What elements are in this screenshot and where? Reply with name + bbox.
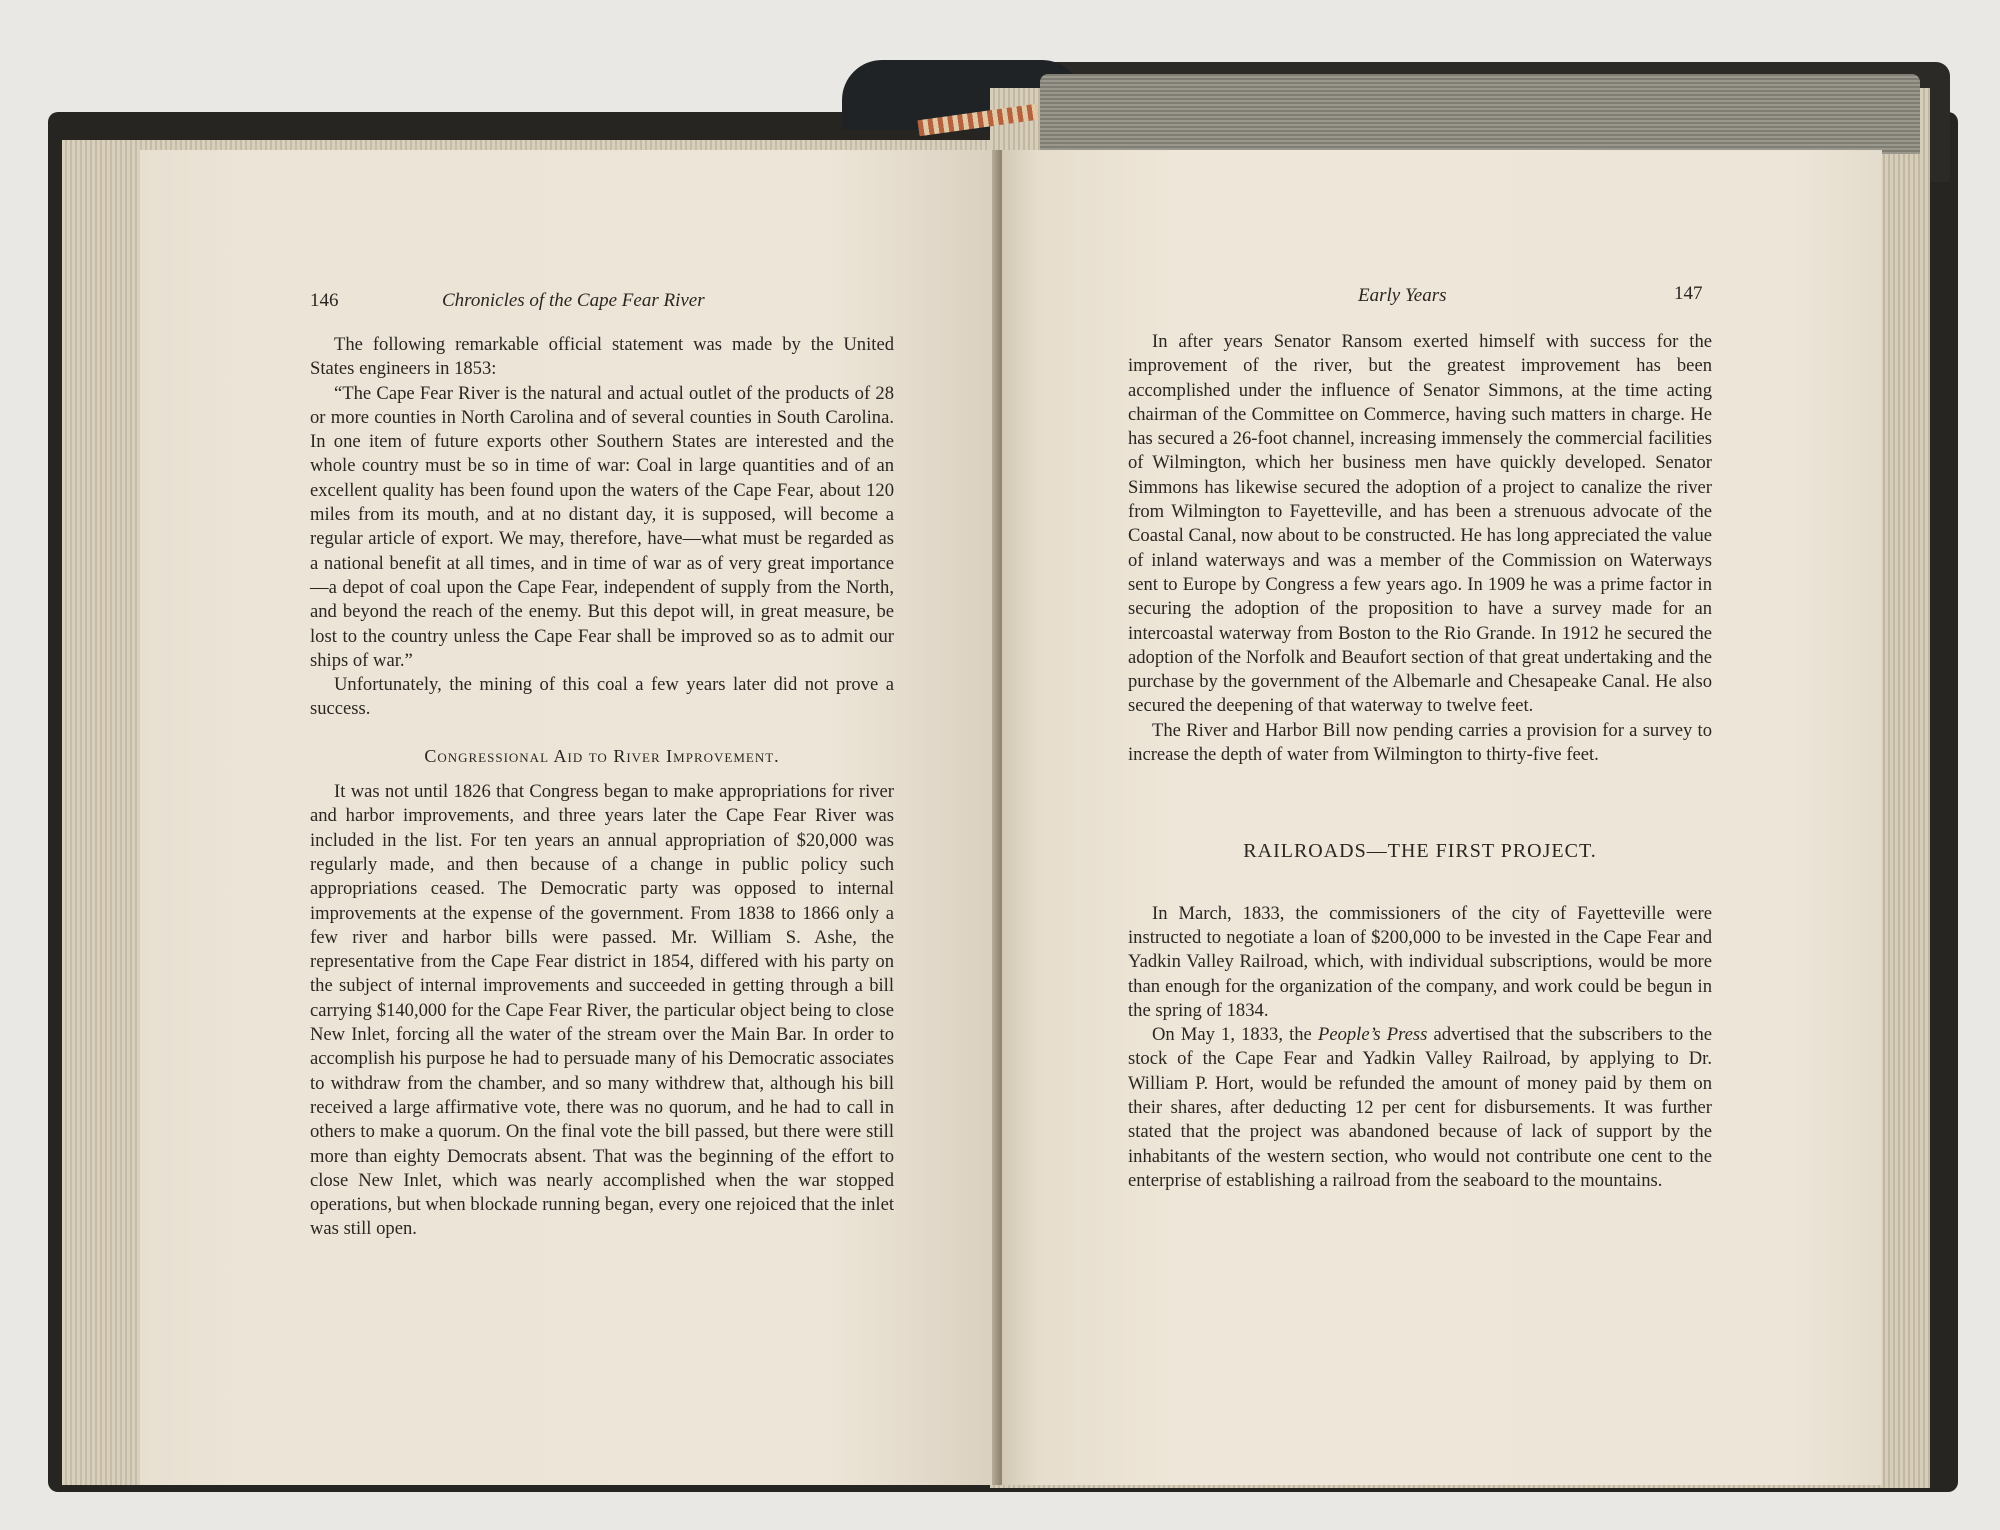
paragraph: In March, 1833, the commissioners of the city of Fayetteville were instructed to negotiate a loan of $200,000 to be invested in the Cape Fear and Yadkin Valley Railroad, which, with individual subscriptions, would be more than enough for the organization of the company, and work could be begun in the spring of 1834. (1128, 902, 1712, 1021)
paragraph-text: On May 1, 1833, the (1152, 1024, 1312, 1046)
section-heading: RAILROADS—THE FIRST PROJECT. (1243, 840, 1597, 863)
paragraph: It was not until 1826 that Congress began to make appropriations for river and harbor improvements, and three years later the Cape Fear River was included in the list. For ten years an annual appropriation of $20,000 was regularly made, and then because of a change in public policy such appropriations ceased. The Democratic party was opposed to internal improvements at the expense of the government. From 1838 to 1866 only a few river and harbor bills were passed. Mr. William S. Ashe, the representative from the Cape Fear district in 1854, differed with his party on the subject of internal improvements and succeeded in getting through a bill carrying $140,000 for the Cape Fear River, the particular object being to close New Inlet, forcing all the water of the stream over the Main Bar. In order to accomplish his purpose he had to persuade many of his Democratic associates to withdraw from the chamber, and so many withdrew that, although his bill received a large affirmative vote, there was no quorum, and he had to call in others to make a quorum. On the final vote the bill passed, but there were still more than eighty Democrats absent. That was the beginning of the effort to close New Inlet, which was nearly accomplished when the war stopped operations, but when blockade running began, every one rejoiced that the inlet was still open. (310, 781, 894, 1240)
quote-paragraph: “The Cape Fear River is the natural and actual outlet of the products of 28 or more counties in North Carolina and of several counties in South Carolina. In one item of future exports other Southern States are interested and the whole country must be so in time of war: Coal in large quantities and of an excellent quality has been found upon the waters of the Cape Fear, about 120 miles from its mouth, and at no distant day, it is supposed, will become a regular article of export. We may, therefore, have—what must be regarded as a national benefit at all times, and in time of war as of very great importance—a depot of coal upon the Cape Fear, independent of supply from the North, and beyond the reach of the enemy. But this depot will, in great measure, be lost to the country unless the Cape Fear shall be improved so as to admit our ships of war.” (310, 382, 894, 671)
left-running-title: Chronicles of the Cape Fear River (442, 290, 705, 311)
paragraph: In after years Senator Ransom exerted himself with success for the improvement of the river, but the greatest improvement has been accomplished under the influence of Senator Simmons, at the time acting chairman of the Committee on Commerce, having such matters in charge. He has secured a 26-foot channel, increasing immensely the commercial facilities of Wilmington, which her business men have quickly developed. Senator Simmons has likewise secured the adoption of a project to canalize the river from Wilmington to Fayetteville, and has been a strenuous advocate of the Coastal Canal, now about to be constructed. He has long appreciated the value of inland waterways and was a member of the Commission on Waterways sent to Europe by Congress a few years ago. In 1909 he was a prime factor in securing the adoption of the proposition to have a survey made for an intercoastal waterway from Boston to the Rio Grande. In 1912 he secured the adoption of the Norfolk and Beaufort section of that great undertaking and the purchase by the government of the Albemarle and Chesapeake Canal. He also secured the deepening of that waterway to twelve feet. (1128, 331, 1712, 717)
paragraph: Unfortunately, the mining of this coal a few years later did not prove a success. (310, 674, 894, 720)
right-page-number: 147 (1674, 283, 1703, 304)
section-heading: Congressional Aid to River Improvement. (424, 745, 780, 766)
newspaper-title: People’s Press (1317, 1024, 1428, 1046)
right-page (1002, 150, 1882, 1485)
paragraph: The River and Harbor Bill now pending carries a provision for a survey to increase the depth of water from Wilmington to thirty-five feet. (1128, 719, 1712, 766)
paragraph: The following remarkable official statement was made by the United States engineers in 1853: (310, 334, 894, 380)
paragraph-text: advertised that the subscribers to the stock of the Cape Fear and Yadkin Valley Railroad, by applying to Dr. William P. Hort, would be refunded the amount of money paid by them on their shares, after deducting 12 per cent for disbursements. It was further stated that the project was abandoned because of lack of support by the inhabitants of the western section, who would not contribute one cent to the enterprise of establishing a railroad from the seaboard to the mountains. (1128, 1024, 1713, 1191)
left-page-number: 146 (310, 290, 339, 311)
paragraph (1128, 1023, 1712, 1193)
left-page (140, 150, 1000, 1485)
right-page-body (1128, 330, 1712, 1193)
top-page-edges (1040, 74, 1920, 154)
right-running-title: Early Years (1358, 285, 1447, 306)
left-page-body (310, 333, 894, 1242)
